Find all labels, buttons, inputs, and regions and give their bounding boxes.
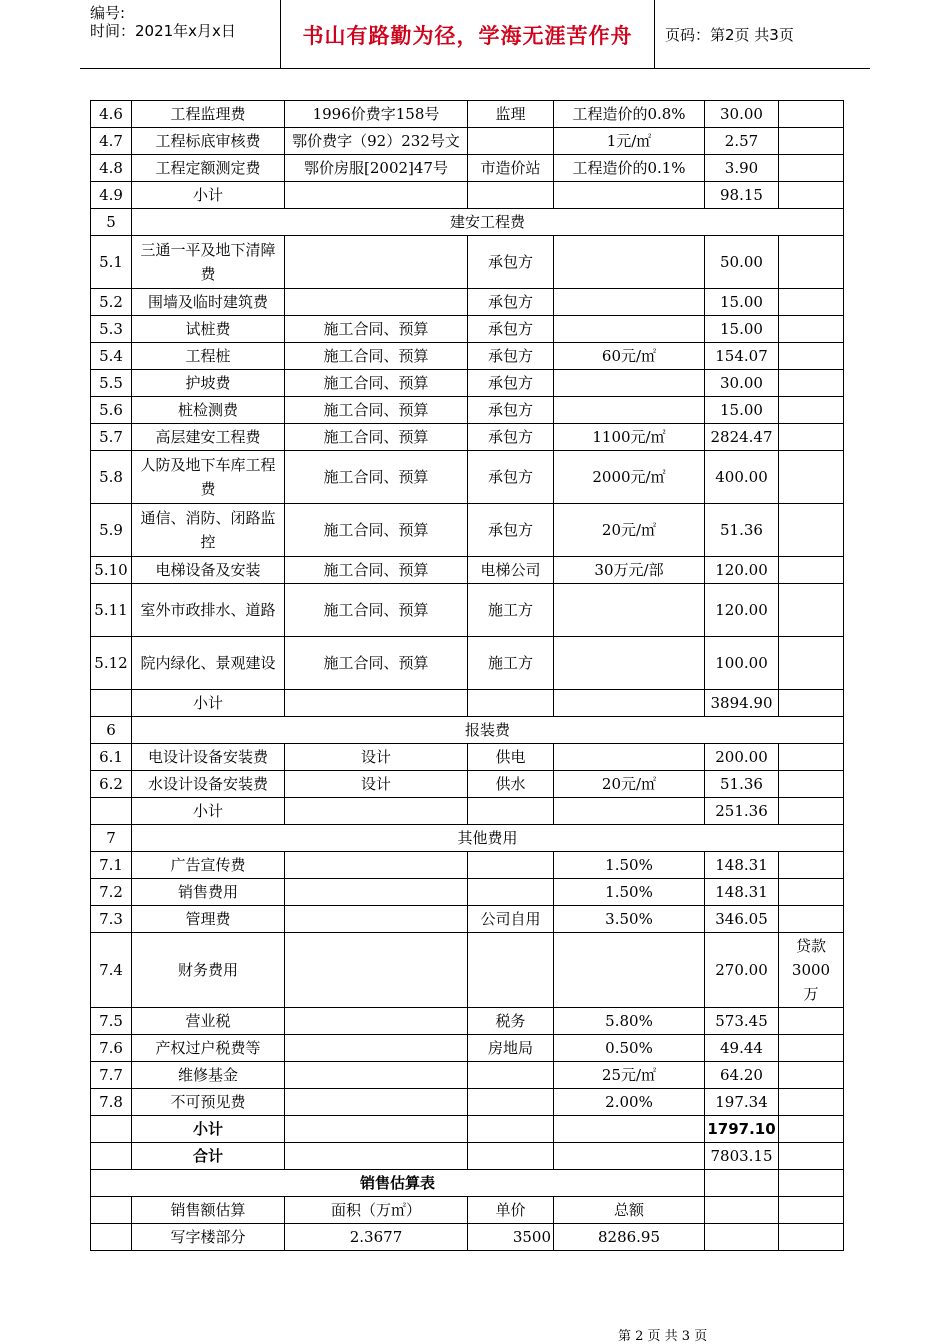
page-footer: 第 2 页 共 3 页 xyxy=(618,1329,708,1344)
table-cell: 573.45 xyxy=(705,1008,779,1035)
table-cell: 1100元/㎡ xyxy=(554,424,705,451)
table-cell: 2.00% xyxy=(554,1089,705,1116)
table-row xyxy=(91,690,844,717)
table-cell: 1.50% xyxy=(554,852,705,879)
table-cell xyxy=(779,1224,844,1251)
table-cell: 市造价站 xyxy=(468,155,554,182)
table-cell: 51.36 xyxy=(705,504,779,557)
table-row xyxy=(91,557,844,584)
table-cell: 承包方 xyxy=(468,504,554,557)
table-cell xyxy=(779,690,844,717)
table-cell: 2.57 xyxy=(705,128,779,155)
table-cell: 7.8 xyxy=(91,1089,132,1116)
table-cell xyxy=(779,289,844,316)
table-cell: 7.7 xyxy=(91,1062,132,1089)
table-cell xyxy=(285,1035,468,1062)
table-cell xyxy=(285,289,468,316)
table-cell: 51.36 xyxy=(705,771,779,798)
table-cell xyxy=(554,744,705,771)
table-cell xyxy=(285,933,468,1008)
section-title-cell: 建安工程费 xyxy=(132,209,844,236)
table-cell: 电梯设备及安装 xyxy=(132,557,285,584)
table-cell: 公司自用 xyxy=(468,906,554,933)
table-cell: 单价 xyxy=(468,1197,554,1224)
table-cell: 1.50% xyxy=(554,879,705,906)
table-cell: 施工合同、预算 xyxy=(285,397,468,424)
table-cell: 税务 xyxy=(468,1008,554,1035)
table-cell xyxy=(468,128,554,155)
table-cell: 供水 xyxy=(468,771,554,798)
table-cell xyxy=(468,1062,554,1089)
table-cell xyxy=(779,316,844,343)
table-cell xyxy=(91,1224,132,1251)
table-cell: 承包方 xyxy=(468,343,554,370)
table-cell: 15.00 xyxy=(705,316,779,343)
table-cell xyxy=(779,504,844,557)
table-cell: 施工合同、预算 xyxy=(285,637,468,690)
table-cell xyxy=(554,236,705,289)
table-cell xyxy=(554,798,705,825)
table-cell: 5.10 xyxy=(91,557,132,584)
table-cell: 7.2 xyxy=(91,879,132,906)
table-cell xyxy=(554,289,705,316)
table-cell: 产权过户税费等 xyxy=(132,1035,285,1062)
table-cell xyxy=(779,128,844,155)
table-cell: 小计 xyxy=(132,690,285,717)
table-cell: 工程监理费 xyxy=(132,101,285,128)
table-cell: 64.20 xyxy=(705,1062,779,1089)
table-cell xyxy=(779,879,844,906)
table-cell xyxy=(285,1116,468,1143)
table-row xyxy=(91,1197,844,1224)
table-cell: 承包方 xyxy=(468,397,554,424)
table-cell: 营业税 xyxy=(132,1008,285,1035)
table-cell: 设计 xyxy=(285,744,468,771)
table-row xyxy=(91,182,844,209)
table-cell: 154.07 xyxy=(705,343,779,370)
table-row xyxy=(91,1062,844,1089)
table-cell: 3894.90 xyxy=(705,690,779,717)
table-cell xyxy=(779,155,844,182)
table-cell xyxy=(779,637,844,690)
table-cell: 7.3 xyxy=(91,906,132,933)
table-cell xyxy=(285,236,468,289)
table-row xyxy=(91,451,844,504)
table-cell xyxy=(554,584,705,637)
table-cell: 工程造价的0.1% xyxy=(554,155,705,182)
table-cell: 5.3 xyxy=(91,316,132,343)
table-cell: 写字楼部分 xyxy=(132,1224,285,1251)
table-cell: 4.8 xyxy=(91,155,132,182)
table-cell: 人防及地下车库工程费 xyxy=(132,451,285,504)
table-cell: 346.05 xyxy=(705,906,779,933)
table-cell xyxy=(468,1143,554,1170)
table-cell: 室外市政排水、道路 xyxy=(132,584,285,637)
document-number-label: 编号: xyxy=(90,4,126,22)
table-cell: 1797.10 xyxy=(705,1116,779,1143)
section-number-cell: 6 xyxy=(91,717,132,744)
table-cell: 护坡费 xyxy=(132,370,285,397)
table-cell xyxy=(285,690,468,717)
table-cell xyxy=(779,798,844,825)
table-cell: 1元/㎡ xyxy=(554,128,705,155)
table-cell xyxy=(285,1143,468,1170)
table-cell: 小计 xyxy=(132,1116,285,1143)
table-cell: 49.44 xyxy=(705,1035,779,1062)
table-row xyxy=(91,504,844,557)
table-cell: 251.36 xyxy=(705,798,779,825)
section-title-cell: 其他费用 xyxy=(132,825,844,852)
table-cell: 5.8 xyxy=(91,451,132,504)
table-cell: 5.11 xyxy=(91,584,132,637)
table-cell: 1996价费字158号 xyxy=(285,101,468,128)
table-cell xyxy=(779,451,844,504)
table-cell: 施工合同、预算 xyxy=(285,584,468,637)
table-cell: 5.6 xyxy=(91,397,132,424)
table-cell: 维修基金 xyxy=(132,1062,285,1089)
table-cell: 2824.47 xyxy=(705,424,779,451)
table-cell: 5.4 xyxy=(91,343,132,370)
table-cell: 100.00 xyxy=(705,637,779,690)
table-cell: 148.31 xyxy=(705,852,779,879)
table-cell xyxy=(779,557,844,584)
table-cell: 桩检测费 xyxy=(132,397,285,424)
table-cell: 电梯公司 xyxy=(468,557,554,584)
table-cell xyxy=(779,1170,844,1197)
table-cell: 试桩费 xyxy=(132,316,285,343)
table-cell xyxy=(91,1143,132,1170)
table-cell: 施工方 xyxy=(468,584,554,637)
table-row xyxy=(91,397,844,424)
table-cell: 施工合同、预算 xyxy=(285,370,468,397)
table-cell xyxy=(285,879,468,906)
table-cell xyxy=(779,236,844,289)
header-left xyxy=(90,4,236,40)
table-cell xyxy=(779,1143,844,1170)
table-cell: 5.9 xyxy=(91,504,132,557)
table-cell: 承包方 xyxy=(468,424,554,451)
table-row xyxy=(91,1008,844,1035)
table-cell xyxy=(554,370,705,397)
table-cell xyxy=(285,906,468,933)
table-cell: 120.00 xyxy=(705,584,779,637)
table-cell: 7.5 xyxy=(91,1008,132,1035)
table-cell: 120.00 xyxy=(705,557,779,584)
table-row xyxy=(91,852,844,879)
cost-estimate-table xyxy=(90,100,844,1251)
table-cell xyxy=(554,316,705,343)
table-row xyxy=(91,1035,844,1062)
table-cell: 0.50% xyxy=(554,1035,705,1062)
table-row xyxy=(91,637,844,690)
table-row xyxy=(91,744,844,771)
table-cell xyxy=(705,1197,779,1224)
table-cell: 6.1 xyxy=(91,744,132,771)
table-cell: 工程标底审核费 xyxy=(132,128,285,155)
table-cell xyxy=(285,1008,468,1035)
table-cell xyxy=(779,1089,844,1116)
table-cell xyxy=(705,1224,779,1251)
table-cell: 小计 xyxy=(132,182,285,209)
table-cell: 管理费 xyxy=(132,906,285,933)
table-cell xyxy=(468,1116,554,1143)
table-cell: 15.00 xyxy=(705,397,779,424)
table-cell: 工程造价的0.8% xyxy=(554,101,705,128)
table-cell: 承包方 xyxy=(468,236,554,289)
table-cell xyxy=(468,690,554,717)
table-cell xyxy=(779,1035,844,1062)
table-cell: 6.2 xyxy=(91,771,132,798)
table-cell: 4.6 xyxy=(91,101,132,128)
table-row xyxy=(91,584,844,637)
table-cell: 15.00 xyxy=(705,289,779,316)
table-cell: 7.4 xyxy=(91,933,132,1008)
table-cell xyxy=(779,1008,844,1035)
table-cell xyxy=(554,397,705,424)
table-row xyxy=(91,825,844,852)
table-cell xyxy=(779,424,844,451)
table-cell xyxy=(554,182,705,209)
table-cell xyxy=(779,397,844,424)
table-cell: 3.90 xyxy=(705,155,779,182)
table-cell xyxy=(779,370,844,397)
table-cell: 设计 xyxy=(285,771,468,798)
table-cell: 面积（万㎡） xyxy=(285,1197,468,1224)
table-row xyxy=(91,370,844,397)
table-cell: 三通一平及地下清障费 xyxy=(132,236,285,289)
table-cell xyxy=(779,852,844,879)
table-cell: 施工合同、预算 xyxy=(285,316,468,343)
table-cell xyxy=(705,1170,779,1197)
table-cell xyxy=(285,182,468,209)
table-row xyxy=(91,771,844,798)
table-row xyxy=(91,343,844,370)
table-cell xyxy=(285,852,468,879)
table-cell: 施工合同、预算 xyxy=(285,557,468,584)
table-cell: 销售费用 xyxy=(132,879,285,906)
table-cell xyxy=(779,182,844,209)
table-row xyxy=(91,316,844,343)
table-cell: 5.80% xyxy=(554,1008,705,1035)
table-cell xyxy=(468,182,554,209)
table-cell xyxy=(779,771,844,798)
table-cell xyxy=(91,690,132,717)
table-cell: 5.1 xyxy=(91,236,132,289)
table-cell: 施工合同、预算 xyxy=(285,424,468,451)
table-cell: 电设计设备安装费 xyxy=(132,744,285,771)
table-cell: 合计 xyxy=(132,1143,285,1170)
section-number-cell: 5 xyxy=(91,209,132,236)
table-row xyxy=(91,1224,844,1251)
table-cell: 400.00 xyxy=(705,451,779,504)
table-cell: 5.2 xyxy=(91,289,132,316)
table-row xyxy=(91,236,844,289)
page-header xyxy=(80,0,870,69)
table-cell: 197.34 xyxy=(705,1089,779,1116)
table-cell: 总额 xyxy=(554,1197,705,1224)
table-cell: 承包方 xyxy=(468,289,554,316)
table-cell: 148.31 xyxy=(705,879,779,906)
table-cell: 30万元/部 xyxy=(554,557,705,584)
table-cell: 鄂价房服[2002]47号 xyxy=(285,155,468,182)
table-cell xyxy=(554,933,705,1008)
table-row xyxy=(91,717,844,744)
table-cell: 20元/㎡ xyxy=(554,504,705,557)
table-cell xyxy=(91,1197,132,1224)
table-row xyxy=(91,1089,844,1116)
table-row xyxy=(91,209,844,236)
table-cell: 监理 xyxy=(468,101,554,128)
table-cell: 7.6 xyxy=(91,1035,132,1062)
table-cell: 财务费用 xyxy=(132,933,285,1008)
table-cell: 施工合同、预算 xyxy=(285,451,468,504)
table-cell: 4.7 xyxy=(91,128,132,155)
table-cell: 60元/㎡ xyxy=(554,343,705,370)
table-cell xyxy=(554,637,705,690)
table-cell: 通信、消防、闭路监控 xyxy=(132,504,285,557)
table-cell: 不可预见费 xyxy=(132,1089,285,1116)
table-cell xyxy=(779,1062,844,1089)
table-cell xyxy=(285,1062,468,1089)
table-cell: 30.00 xyxy=(705,101,779,128)
table-row xyxy=(91,424,844,451)
table-cell: 7.1 xyxy=(91,852,132,879)
table-cell xyxy=(468,798,554,825)
table-cell xyxy=(779,343,844,370)
table-cell: 销售额估算 xyxy=(132,1197,285,1224)
table-cell: 房地局 xyxy=(468,1035,554,1062)
table-row xyxy=(91,101,844,128)
table-cell: 施工方 xyxy=(468,637,554,690)
table-cell: 4.9 xyxy=(91,182,132,209)
table-cell: 5.7 xyxy=(91,424,132,451)
table-cell: 2000元/㎡ xyxy=(554,451,705,504)
table-cell: 5.12 xyxy=(91,637,132,690)
table-cell xyxy=(285,1089,468,1116)
table-cell: 水设计设备安装费 xyxy=(132,771,285,798)
table-cell: 工程定额测定费 xyxy=(132,155,285,182)
table-row xyxy=(91,906,844,933)
table-cell xyxy=(468,933,554,1008)
table-cell: 施工合同、预算 xyxy=(285,504,468,557)
header-divider xyxy=(654,0,655,68)
table-cell xyxy=(779,101,844,128)
table-row xyxy=(91,1170,844,1197)
table-cell xyxy=(285,798,468,825)
table-cell xyxy=(468,852,554,879)
table-cell xyxy=(779,1197,844,1224)
table-cell: 围墙及临时建筑费 xyxy=(132,289,285,316)
table-cell: 270.00 xyxy=(705,933,779,1008)
document-time-label: 时间：2021年x月x日 xyxy=(90,22,236,40)
table-cell: 贷款3000万 xyxy=(779,933,844,1008)
section-number-cell: 7 xyxy=(91,825,132,852)
table-cell xyxy=(468,879,554,906)
table-cell: 承包方 xyxy=(468,451,554,504)
table-cell xyxy=(91,1116,132,1143)
table-cell: 30.00 xyxy=(705,370,779,397)
table-cell: 200.00 xyxy=(705,744,779,771)
header-page-info: 页码：第2页 共3页 xyxy=(665,26,794,44)
table-cell: 20元/㎡ xyxy=(554,771,705,798)
table-body xyxy=(91,101,844,1251)
table-cell: 供电 xyxy=(468,744,554,771)
table-cell: 工程桩 xyxy=(132,343,285,370)
table-cell: 7803.15 xyxy=(705,1143,779,1170)
table-cell: 承包方 xyxy=(468,370,554,397)
sales-table-title-cell: 销售估算表 xyxy=(91,1170,705,1197)
table-cell: 25元/㎡ xyxy=(554,1062,705,1089)
table-cell xyxy=(554,1143,705,1170)
table-cell: 施工合同、预算 xyxy=(285,343,468,370)
table-cell xyxy=(554,1116,705,1143)
table-cell: 2.3677 xyxy=(285,1224,468,1251)
table-cell: 3500 xyxy=(468,1224,554,1251)
table-cell xyxy=(779,906,844,933)
table-row xyxy=(91,1116,844,1143)
table-cell xyxy=(779,584,844,637)
table-cell: 院内绿化、景观建设 xyxy=(132,637,285,690)
table-cell: 鄂价费字（92）232号文 xyxy=(285,128,468,155)
table-cell xyxy=(779,744,844,771)
table-row xyxy=(91,289,844,316)
table-cell xyxy=(91,798,132,825)
table-cell xyxy=(779,1116,844,1143)
table-cell: 承包方 xyxy=(468,316,554,343)
table-cell: 广告宣传费 xyxy=(132,852,285,879)
table-cell: 5.5 xyxy=(91,370,132,397)
table-row xyxy=(91,798,844,825)
table-cell: 高层建安工程费 xyxy=(132,424,285,451)
table-cell: 小计 xyxy=(132,798,285,825)
table-cell: 8286.95 xyxy=(554,1224,705,1251)
header-motto: 书山有路勤为径，学海无涯苦作舟 xyxy=(302,24,633,48)
table-cell: 50.00 xyxy=(705,236,779,289)
table-cell: 3.50% xyxy=(554,906,705,933)
table-row xyxy=(91,155,844,182)
table-cell xyxy=(468,1089,554,1116)
table-cell xyxy=(554,690,705,717)
table-row xyxy=(91,933,844,1008)
section-title-cell: 报装费 xyxy=(132,717,844,744)
table-row xyxy=(91,879,844,906)
table-cell: 98.15 xyxy=(705,182,779,209)
table-row xyxy=(91,128,844,155)
table-row xyxy=(91,1143,844,1170)
